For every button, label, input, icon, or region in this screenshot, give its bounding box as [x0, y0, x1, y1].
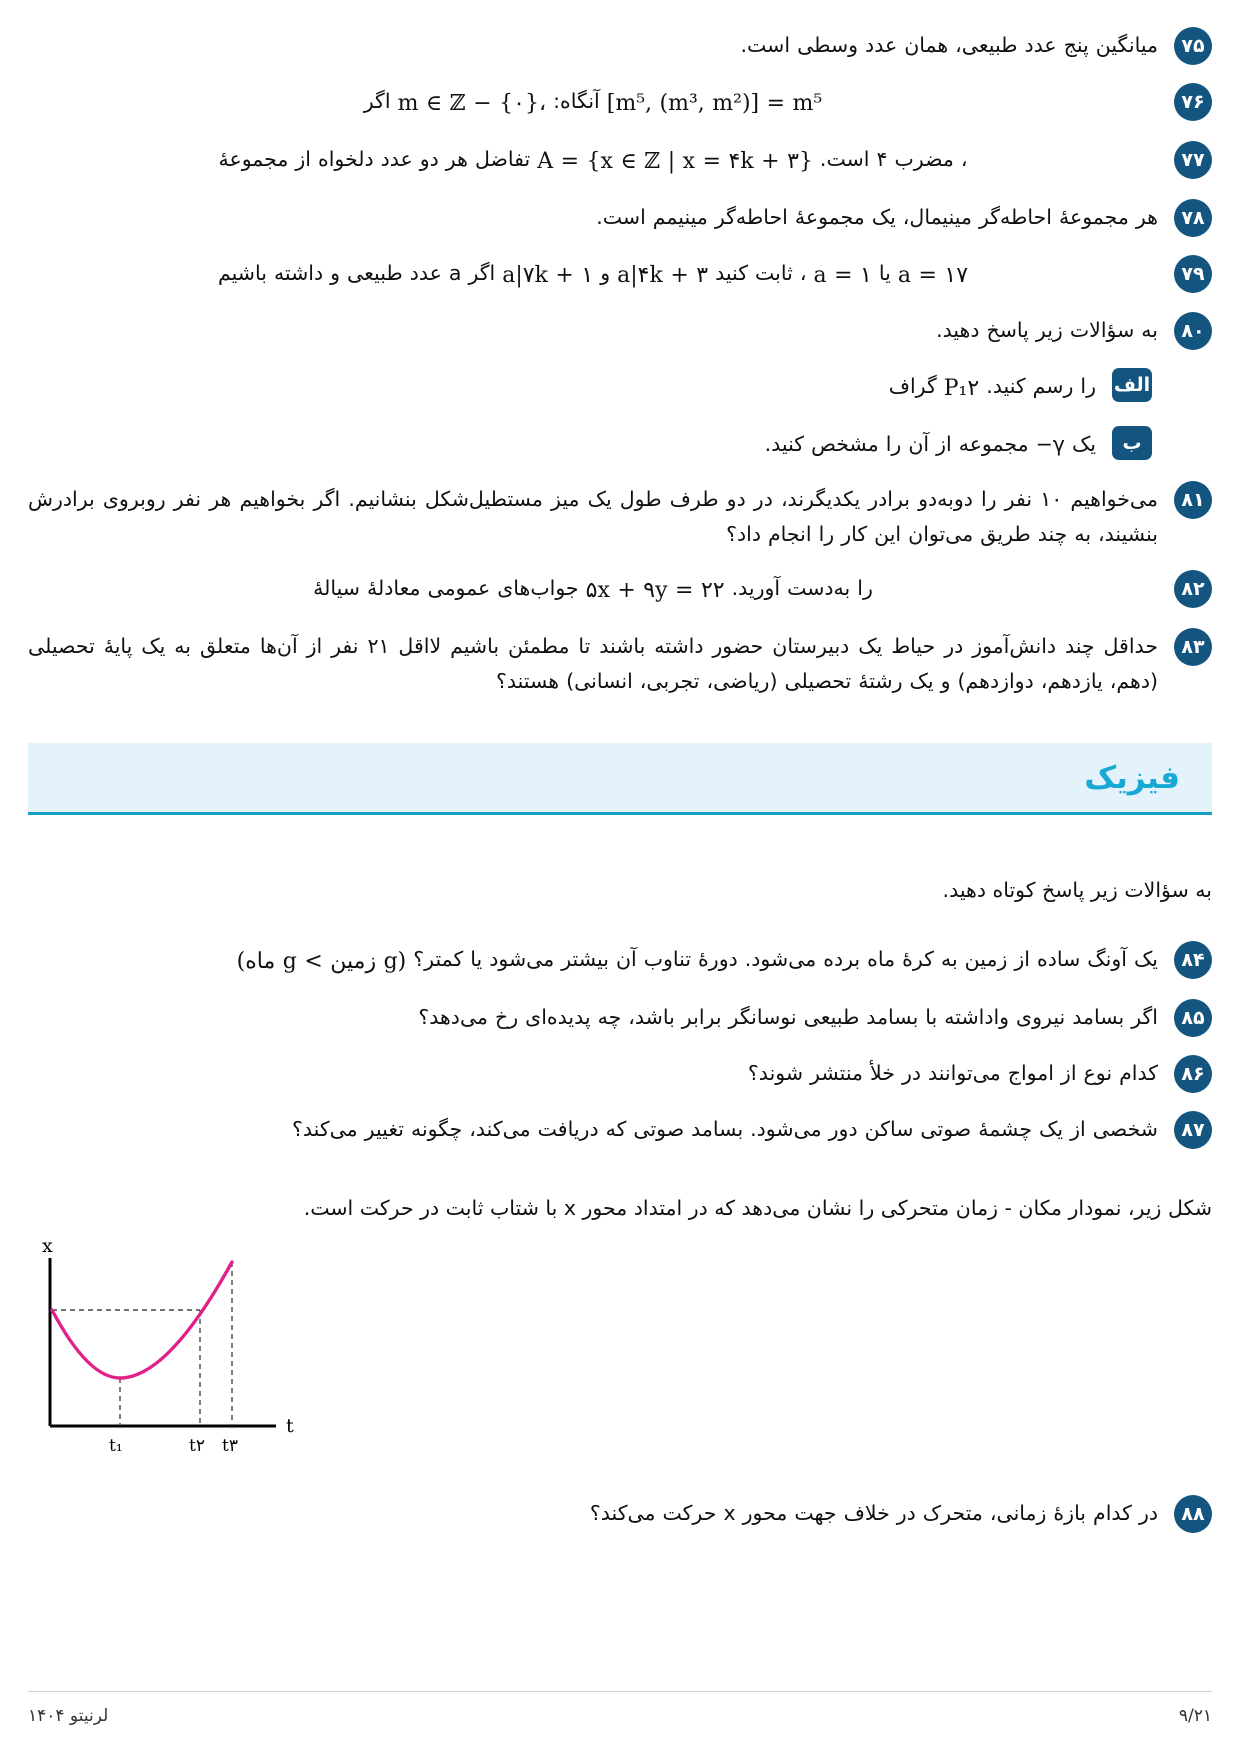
footer-brand: لرنیتو ۱۴۰۴ [28, 1706, 109, 1726]
question-number-badge: ۸۰ [1174, 312, 1212, 350]
x-axis-label: t [286, 1414, 294, 1437]
math-result-first: a = ۱ [813, 262, 872, 288]
question-text-tail: را به‌دست آورید. [731, 576, 873, 601]
question-text [28, 940, 1158, 981]
question-number-badge: ۷۷ [1174, 141, 1212, 179]
question-text-main: یک آونگ ساده از زمین به کرهٔ ماه برده می‌شود. دورهٔ تناوب آن بیشتر می‌شود یا کمتر؟ [413, 947, 1158, 972]
question-text: شخصی از یک چشمهٔ صوتی ساکن دور می‌شود. بسامد صوتی که دریافت می‌کند، چگونه تغییر می‌کند؟ [292, 1117, 1158, 1142]
question-text [28, 140, 1158, 181]
question-row [28, 480, 1212, 553]
question-text: هر مجموعهٔ احاطه‌گر مینیمال، یک مجموعهٔ احاطه‌گر مینیمم است. [596, 204, 1158, 229]
question-row [28, 1494, 1212, 1533]
graph-svg [28, 1240, 318, 1460]
math-divisibility-a: a|۷k + ۱ [502, 262, 594, 288]
question-row [28, 254, 1212, 295]
question-number-badge: ۸۷ [1174, 1111, 1212, 1149]
subquestion-text [28, 367, 1096, 408]
question-row [28, 627, 1212, 700]
question-text-lead: جواب‌های عمومی معادلهٔ سیالهٔ [313, 576, 579, 601]
question-number-badge: ۷۹ [1174, 255, 1212, 293]
question-text-head: اگر a عدد طبیعی و داشته باشیم [217, 260, 496, 285]
question-text [28, 82, 1158, 123]
position-time-graph [28, 1240, 1212, 1464]
question-row [28, 940, 1212, 981]
question-text: حداقل چند دانش‌آموز در حیاط یک دبیرستان حضور داشته باشند تا مطمئن باشیم لااقل ۲۱ نفر از آن‌ها متعلق به یک پایهٔ تحصیلی (دهم، یازدهم، دوازدهم) و یک رشتهٔ تحصیلی (ریاضی، تجربی، انسانی) هستند؟ [28, 633, 1158, 694]
question-text [28, 254, 1158, 295]
section-title: فیزیک [1084, 759, 1180, 796]
question-text-tail: ، مضرب ۴ است. [819, 146, 968, 171]
subquestion-text-after: را رسم کنید. [986, 374, 1096, 399]
subquestion-text: یک γ− مجموعه از آن را مشخص کنید. [764, 432, 1096, 457]
page-footer [28, 1691, 1212, 1726]
question-number-badge: ۸۱ [1174, 481, 1212, 519]
math-or-word: یا [878, 260, 891, 285]
math-divisibility-b: a|۴k + ۳ [617, 262, 709, 288]
math-expression-result: [m⁵, (m³, m²)] = m⁵ [606, 91, 823, 116]
physics-section [28, 873, 1212, 1533]
figure-caption: شکل زیر، نمودار مکان - زمان متحرکی را نشان می‌دهد که در امتداد محور x با شتاب ثابت در حرکت است. [303, 1196, 1212, 1221]
question-number-badge: ۷۵ [1174, 27, 1212, 65]
question-text: در کدام بازهٔ زمانی، متحرک در خلاف جهت محور x حرکت می‌کند؟ [589, 1500, 1158, 1525]
math-and-word: و [600, 260, 611, 285]
question-row [28, 26, 1212, 65]
question-row [28, 1054, 1212, 1093]
question-text: می‌خواهیم ۱۰ نفر را دوبه‌دو برادر یکدیگرند، در دو طرف طول یک میز مستطیل‌شکل بنشانیم. اگر بخواهیم هر نفر روبروی برادرش بنشیند، به چند طریق می‌توان این کار را انجام داد؟ [28, 486, 1158, 546]
math-section [28, 26, 1212, 699]
question-text: میانگین پنج عدد طبیعی، همان عدد وسطی است. [740, 33, 1158, 57]
question-row [28, 311, 1212, 350]
math-expression-set: A = {x ∈ ℤ | x = ۴k + ۳} [537, 148, 813, 174]
question-text: به سؤالات زیر پاسخ دهید. [936, 318, 1158, 343]
question-row [28, 198, 1212, 237]
question-number-badge: ۷۸ [1174, 199, 1212, 237]
math-result-second: a = ۱۷ [897, 262, 969, 288]
y-axis-label: x [42, 1239, 53, 1257]
math-expression-condition: m ∈ ℤ − {۰}، [397, 91, 547, 116]
question-row [28, 998, 1212, 1037]
question-text-mid: آنگاه: [553, 89, 600, 113]
physics-section-banner [28, 743, 1212, 815]
math-equation: ۵x + ۹y = ۲۲ [585, 578, 725, 604]
question-number-badge: ۸۴ [1174, 941, 1212, 979]
question-number-badge: ۸۶ [1174, 1055, 1212, 1093]
subquestion-row [28, 425, 1152, 462]
question-number-badge: ۸۲ [1174, 570, 1212, 608]
question-number-badge: ۸۳ [1174, 628, 1212, 666]
question-number-badge: ۸۸ [1174, 1495, 1212, 1533]
question-row [28, 140, 1212, 181]
footer-page-number: ۹/۲۱ [1178, 1706, 1212, 1726]
graph-symbol: P₁۲ [943, 376, 980, 402]
question-text-tail: ، ثابت کنید [715, 260, 807, 285]
question-number-badge: ۸۵ [1174, 999, 1212, 1037]
subquestion-text-before: گراف [888, 374, 937, 399]
tick-label-t2: t۲ [189, 1435, 205, 1456]
subquestion-row [28, 367, 1152, 408]
tick-label-t3: t۳ [222, 1435, 238, 1456]
subquestion-label-badge: ب [1112, 426, 1152, 460]
physics-intro: به سؤالات زیر پاسخ کوتاه دهید. [942, 878, 1212, 903]
question-row [28, 82, 1212, 123]
question-text: اگر بسامد نیروی واداشته با بسامد طبیعی نوسانگر برابر باشد، چه پدیده‌ای رخ می‌دهد؟ [418, 1005, 1158, 1030]
question-text [28, 569, 1158, 610]
subquestion-label-badge: الف [1112, 368, 1152, 402]
question-text-lead: اگر [363, 89, 391, 113]
tick-label-t1: t₁ [109, 1435, 123, 1456]
gravity-comparison: (g زمین > g ماه) [236, 949, 407, 975]
question-text: کدام نوع از امواج می‌توانند در خلأ منتشر شوند؟ [747, 1061, 1158, 1086]
question-number-badge: ۷۶ [1174, 83, 1212, 121]
question-row [28, 569, 1212, 610]
position-time-curve [52, 1262, 232, 1378]
question-text-lead: تفاضل هر دو عدد دلخواه از مجموعهٔ [218, 146, 531, 171]
question-row [28, 1110, 1212, 1149]
